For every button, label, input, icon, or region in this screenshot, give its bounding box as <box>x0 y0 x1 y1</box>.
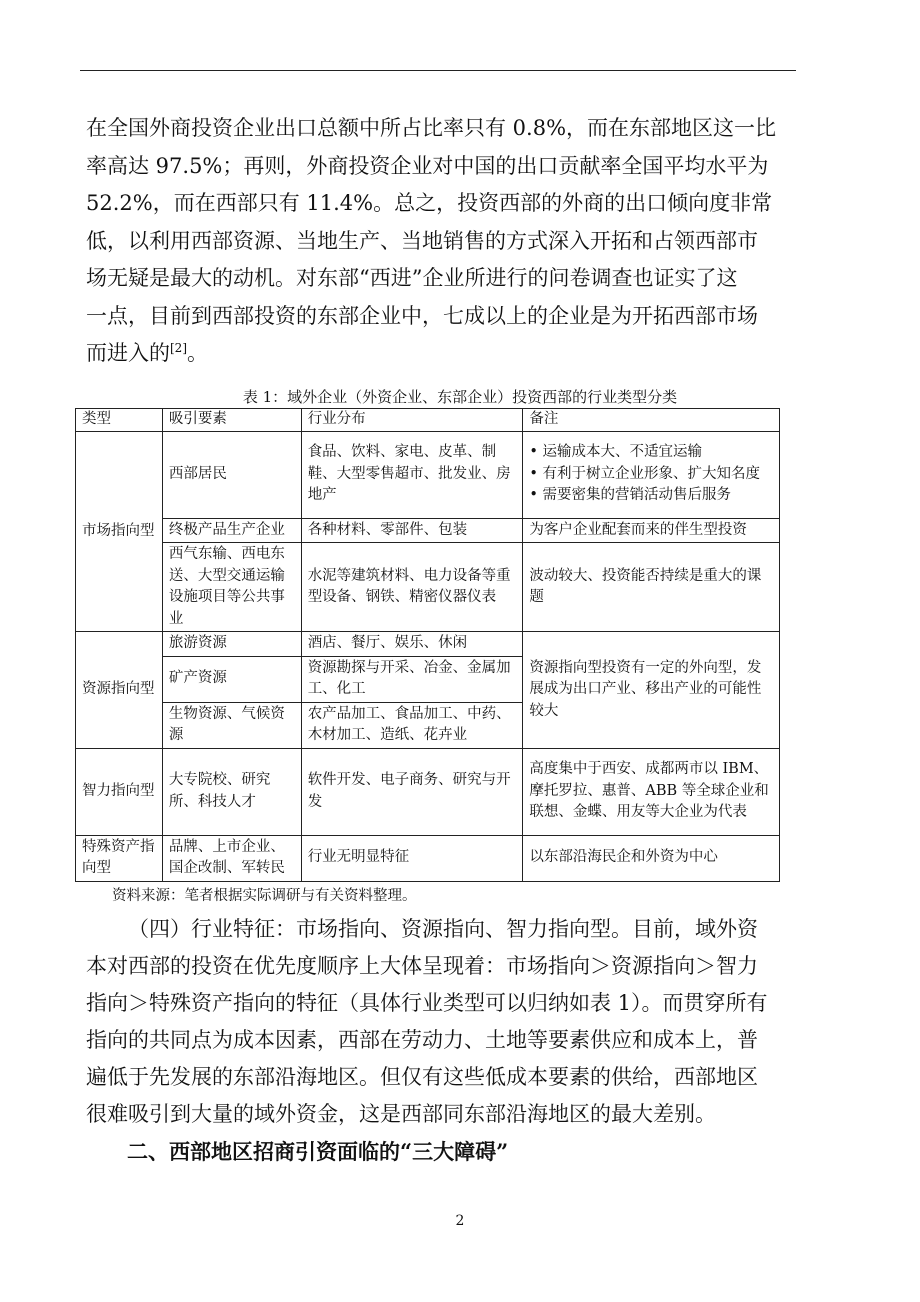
paragraph-line: 指向＞特殊资产指向的特征（具体行业类型可以归纳如表 1）。而贯穿所有 <box>86 991 768 1015</box>
paragraph-last-line <box>86 335 792 373</box>
header-type: 类型 <box>76 409 163 432</box>
notes-cell: 为客户企业配套而来的伴生型投资 <box>523 518 780 543</box>
paragraph-line: 本对西部的投资在优先度顺序上大体呈现着：市场指向＞资源指向＞智力 <box>86 954 758 978</box>
factor-cell: 西部居民 <box>162 431 301 518</box>
paragraph-line: 一点，目前到西部投资的东部企业中，七成以上的企业是为开拓西部市场 <box>86 303 758 328</box>
table-header-row <box>76 409 780 432</box>
factor-cell: 品牌、上市企业、国企改制、军转民 <box>162 835 301 881</box>
table-source: 资料来源：笔者根据实际调研与有关资料整理。 <box>112 888 417 904</box>
note-bullet: • 运输成本大、不适宜运输 <box>529 444 703 461</box>
paragraph-line: 52.2%，而在西部只有 11.4%。总之，投资西部的外商的出口倾向度非常 <box>86 191 773 215</box>
notes-cell: 以东部沿海民企和外资为中心 <box>523 835 780 881</box>
paragraph-line: 指向的共同点为成本因素，西部在劳动力、土地等要素供应和成本上，普 <box>86 1028 758 1052</box>
header-notes: 备注 <box>523 409 780 432</box>
paragraph-line: （四）行业特征：市场指向、资源指向、智力指向型。目前，域外资 <box>128 917 758 941</box>
paragraph-line: 很难吸引到大量的域外资金，这是西部同东部沿海地区的最大差别。 <box>86 1102 716 1126</box>
industry-cell: 农产品加工、食品加工、中药、木材加工、造纸、花卉业 <box>301 702 523 748</box>
table-row <box>76 518 780 543</box>
notes-cell: 资源指向型投资有一定的外向型，发展成为出口产业、移出产业的可能性较大 <box>523 632 780 749</box>
industry-cell: 水泥等建筑材料、电力设备等重型设备、钢铁、精密仪器仪表 <box>301 543 523 632</box>
paragraph-1 <box>86 110 792 373</box>
industry-table <box>75 408 780 882</box>
notes-cell: 高度集中于西安、成都两市以 IBM、摩托罗拉、惠普、ABB 等全球企业和联想、金蝶、用友等大企业为代表 <box>523 748 780 835</box>
header-rule <box>80 70 796 71</box>
type-cell-market: 市场指向型 <box>76 431 163 632</box>
industry-cell: 资源勘探与开采、冶金、金属加工、化工 <box>301 656 523 702</box>
industry-cell: 各种材料、零部件、包装 <box>301 518 523 543</box>
citation-ref: [2] <box>170 341 187 355</box>
paragraph-line: 率高达 97.5%；再则，外商投资企业对中国的出口贡献率全国平均水平为 <box>86 153 769 178</box>
industry-cell: 行业无明显特征 <box>301 835 523 881</box>
notes-cell <box>523 431 780 518</box>
note-bullet: • 需要密集的营销活动售后服务 <box>529 487 732 504</box>
table-row <box>76 431 780 518</box>
page-number: 2 <box>455 1213 465 1229</box>
paragraph-line: 低，以利用西部资源、当地生产、当地销售的方式深入开拓和占领西部市 <box>86 228 758 253</box>
paragraph-2 <box>86 911 792 1133</box>
table-row <box>76 543 780 632</box>
type-cell-intellect: 智力指向型 <box>76 748 163 835</box>
note-bullet: • 有利于树立企业形象、扩大知名度 <box>529 465 761 482</box>
factor-cell: 大专院校、研究所、科技人才 <box>162 748 301 835</box>
last-line-text: 而进入的 <box>86 341 170 365</box>
table-row <box>76 835 780 881</box>
factor-cell: 终极产品生产企业 <box>162 518 301 543</box>
table-row <box>76 632 780 657</box>
industry-cell: 食品、饮料、家电、皮革、制鞋、大型零售超市、批发业、房地产 <box>301 431 523 518</box>
notes-cell: 波动较大、投资能否持续是重大的课题 <box>523 543 780 632</box>
header-industry: 行业分布 <box>301 409 523 432</box>
industry-cell: 酒店、餐厅、娱乐、休闲 <box>301 632 523 657</box>
paragraph-line: 遍低于先发展的东部沿海地区。但仅有这些低成本要素的供给，西部地区 <box>86 1065 758 1089</box>
table-row <box>76 748 780 835</box>
header-factor: 吸引要素 <box>162 409 301 432</box>
factor-cell: 旅游资源 <box>162 632 301 657</box>
last-line-end: 。 <box>187 341 208 365</box>
type-cell-resource: 资源指向型 <box>76 632 163 749</box>
paragraph-line: 场无疑是最大的动机。对东部“西进”企业所进行的问卷调查也证实了这 <box>86 266 738 290</box>
table-caption: 表 1：域外企业（外资企业、东部企业）投资西部的行业类型分类 <box>242 388 678 406</box>
paragraph-line: 在全国外商投资企业出口总额中所占比率只有 0.8%，而在东部地区这一比 <box>86 116 777 140</box>
factor-cell: 西气东输、西电东送、大型交通运输设施项目等公共事业 <box>162 543 301 632</box>
factor-cell: 生物资源、气候资源 <box>162 702 301 748</box>
factor-cell: 矿产资源 <box>162 656 301 702</box>
section-heading: 二、西部地区招商引资面临的“三大障碍” <box>127 1139 509 1164</box>
industry-cell: 软件开发、电子商务、研究与开发 <box>301 748 523 835</box>
type-cell-special: 特殊资产指向型 <box>76 835 163 881</box>
